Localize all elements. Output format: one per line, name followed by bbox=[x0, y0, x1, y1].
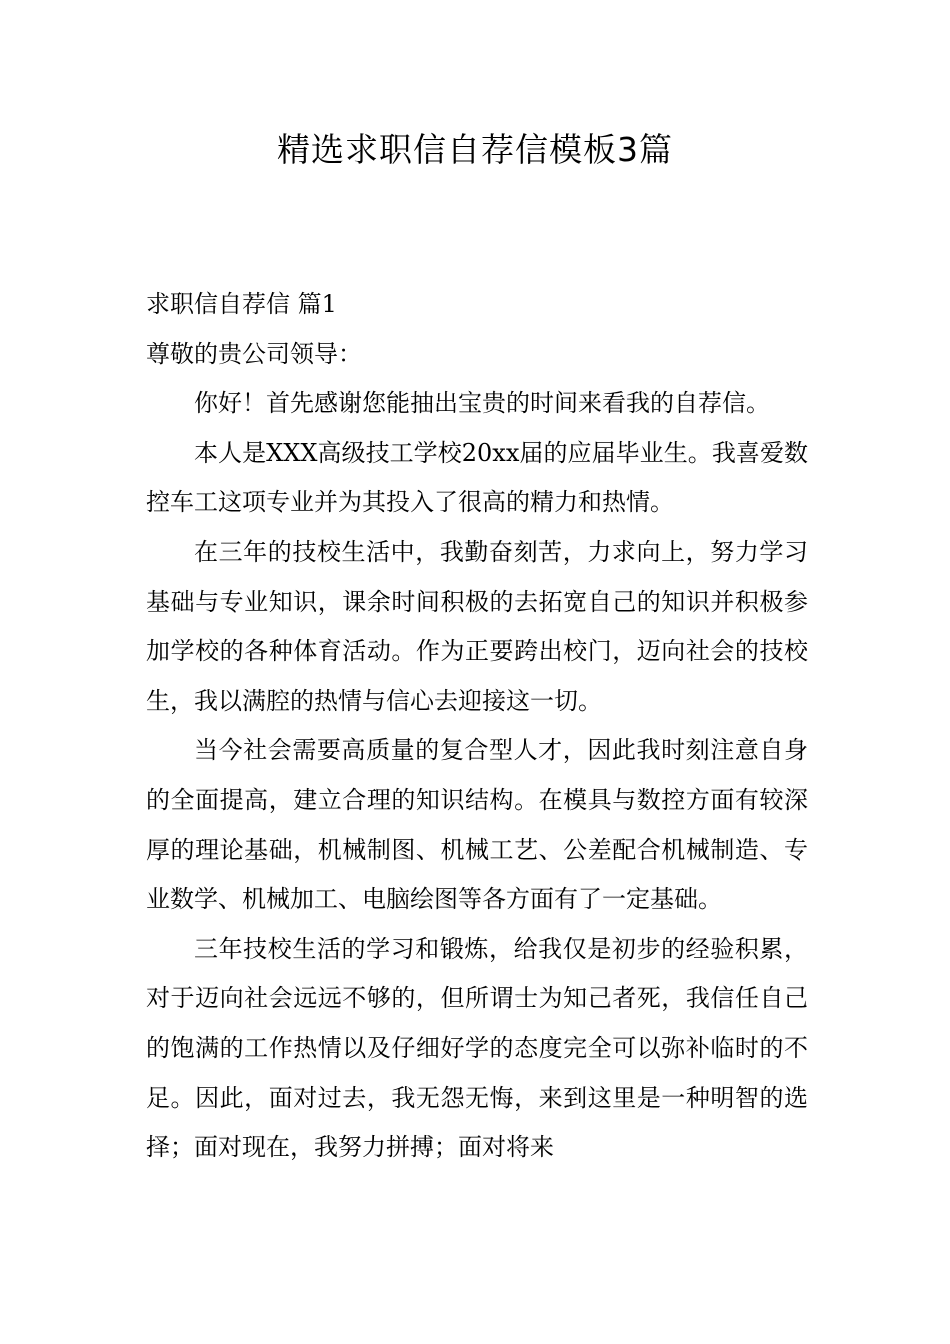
paragraph-5: 三年技校生活的学习和锻炼，给我仅是初步的经验积累，对于迈向社会远远不够的，但所谓士为知己者死，我信任自己的饱满的工作热情以及仔细好学的态度完全可以弥补临时的不足。因此，面对过去，我无怨无悔，来到这里是一种明智的选择；面对现在，我努力拼搏；面对将来 bbox=[146, 934, 808, 1162]
document-body bbox=[146, 280, 808, 1173]
document-title: 精选求职信自荐信模板3篇 bbox=[277, 130, 673, 169]
paragraph-1: 你好！首先感谢您能抽出宝贵的时间来看我的自荐信。 bbox=[194, 389, 770, 418]
paragraph-3: 在三年的技校生活中，我勤奋刻苦，力求向上，努力学习基础与专业知识，课余时间积极的去拓宽自己的知识并积极参加学校的各种体育活动。作为正要跨出校门，迈向社会的技校生，我以满腔的热情与信心去迎接这一切。 bbox=[146, 537, 808, 715]
salutation: 尊敬的贵公司领导： bbox=[146, 339, 362, 368]
section-heading: 求职信自荐信 篇1 bbox=[146, 290, 337, 318]
paragraph-4: 当今社会需要高质量的复合型人才，因此我时刻注意自身的全面提高，建立合理的知识结构。在模具与数控方面有较深厚的理论基础，机械制图、机械工艺、公差配合机械制造、专业数学、机械加工、电脑绘图等各方面有了一定基础。 bbox=[146, 736, 808, 914]
paragraph-2: 本人是XXX高级技工学校20xx届的应届毕业生。我喜爱数控车工这项专业并为其投入了很高的精力和热情。 bbox=[146, 438, 808, 517]
